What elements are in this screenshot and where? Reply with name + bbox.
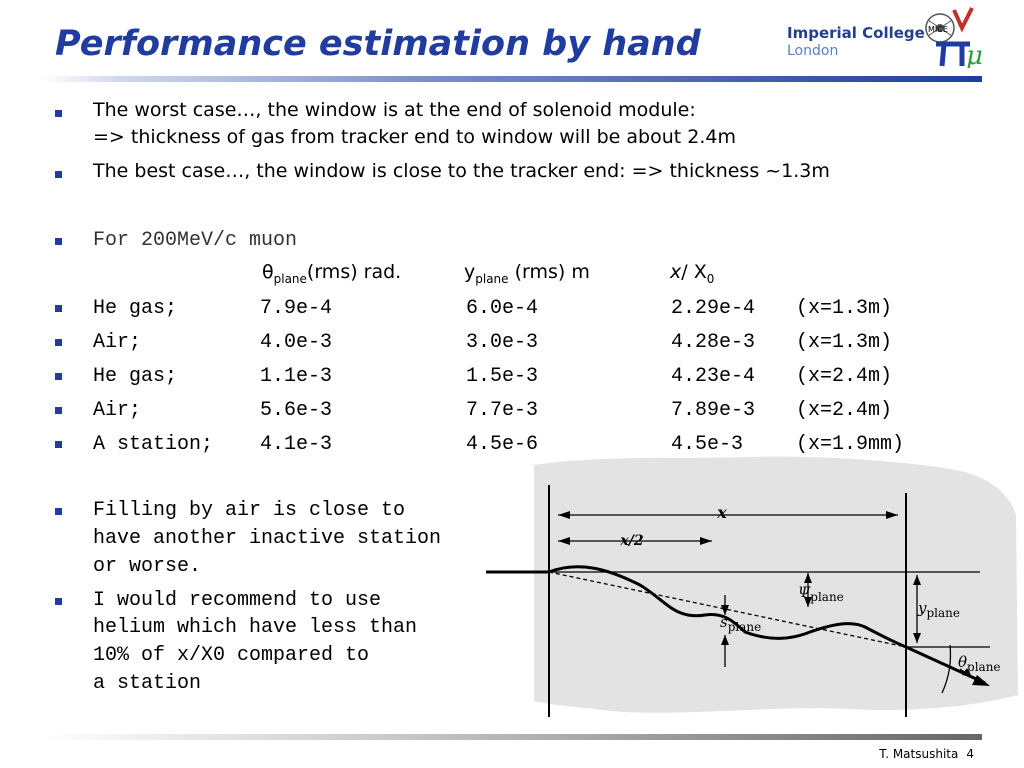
worst-case-line-2: => thickness of gas from tracker end to window will be about 2.4m: [93, 126, 736, 148]
row-x0: 7.89e-3: [671, 399, 756, 422]
worst-case-line-1: The worst case…, the window is at the end of solenoid module:: [93, 99, 696, 121]
theta-header-text: (rms) rad.: [306, 261, 402, 283]
x0-column-header: [670, 261, 714, 286]
recommend-line-1: I would recommend to use: [93, 589, 382, 612]
row-note: (x=1.9mm): [796, 433, 905, 456]
bullet-marker: [55, 339, 62, 346]
recommend-line-2: helium which have less than: [93, 616, 418, 639]
slide-title: Performance estimation by hand: [55, 24, 701, 64]
theta-symbol: θ: [262, 261, 274, 283]
muon-heading: For 200MeV/c muon: [93, 229, 298, 252]
recommend-line-4: a station: [93, 672, 202, 695]
recommend-line-3: 10% of x/X0 compared to: [93, 644, 370, 667]
mice-label: MICE: [928, 25, 948, 34]
footer-bar: [42, 734, 982, 740]
filling-line-3: or worse.: [93, 555, 202, 578]
bullet-marker: [55, 238, 62, 245]
theta-column-header: [262, 261, 401, 286]
row-theta: 7.9e-4: [260, 297, 333, 320]
logo-line-2: London: [787, 43, 839, 59]
row-theta: 4.0e-3: [260, 331, 333, 354]
mu-glyph: μ: [966, 41, 983, 68]
row-y: 7.7e-3: [466, 399, 539, 422]
row-theta: 1.1e-3: [260, 365, 333, 388]
y-symbol: y: [464, 261, 476, 283]
imperial-college-logo: [787, 24, 925, 60]
bullet-marker: [55, 305, 62, 312]
y-header-text: (rms) m: [508, 261, 590, 283]
row-name: He gas;: [93, 297, 178, 320]
s-label: $s_{plane}$: [720, 613, 762, 634]
y-subscript: plane: [475, 271, 509, 286]
page-number: 4: [966, 747, 974, 761]
row-note: (x=2.4m): [796, 365, 893, 388]
x0-subscript: 0: [706, 271, 715, 286]
bullet-marker: [55, 598, 62, 605]
psi-label: Ψplane: [798, 585, 844, 604]
title-underline: [42, 76, 982, 82]
row-y: 6.0e-4: [466, 297, 539, 320]
multiple-scattering-diagram: [480, 455, 1020, 717]
row-x0: 4.28e-3: [671, 331, 756, 354]
mice-logo: [918, 6, 986, 68]
footer: [871, 747, 974, 761]
footer-author: T. Matsushita: [879, 747, 959, 761]
row-name: Air;: [93, 331, 142, 354]
bullet-marker: [55, 407, 62, 414]
best-case-text: The best case…, the window is close to the tracker end: => thickness ~1.3m: [93, 160, 830, 182]
y-label: $y_{plane}$: [918, 599, 960, 620]
bullet-marker: [55, 373, 62, 380]
y-column-header: [464, 261, 590, 286]
row-name: A station;: [93, 433, 214, 456]
bullet-marker: [55, 441, 62, 448]
row-x0: 4.23e-4: [671, 365, 756, 388]
row-theta: 4.1e-3: [260, 433, 333, 456]
x-symbol: x: [670, 261, 682, 283]
filling-line-2: have another inactive station: [93, 527, 442, 550]
logo-line-1: Imperial College: [787, 24, 925, 42]
row-x0: 4.5e-3: [671, 433, 744, 456]
x-label: x: [717, 503, 727, 522]
bullet-marker: [55, 171, 62, 178]
row-x0: 2.29e-4: [671, 297, 756, 320]
theta-subscript: plane: [273, 271, 307, 286]
row-name: He gas;: [93, 365, 178, 388]
filling-line-1: Filling by air is close to: [93, 499, 406, 522]
row-note: (x=2.4m): [796, 399, 893, 422]
theta-label: $\theta_{plane}$: [958, 653, 1001, 674]
row-note: (x=1.3m): [796, 331, 893, 354]
row-y: 4.5e-6: [466, 433, 539, 456]
bullet-marker: [55, 110, 62, 117]
x0-header-text: / X: [681, 261, 707, 283]
row-y: 1.5e-3: [466, 365, 539, 388]
row-theta: 5.6e-3: [260, 399, 333, 422]
row-y: 3.0e-3: [466, 331, 539, 354]
row-note: (x=1.3m): [796, 297, 893, 320]
half-x-label: x/2: [620, 533, 644, 549]
bullet-marker: [55, 508, 62, 515]
row-name: Air;: [93, 399, 142, 422]
